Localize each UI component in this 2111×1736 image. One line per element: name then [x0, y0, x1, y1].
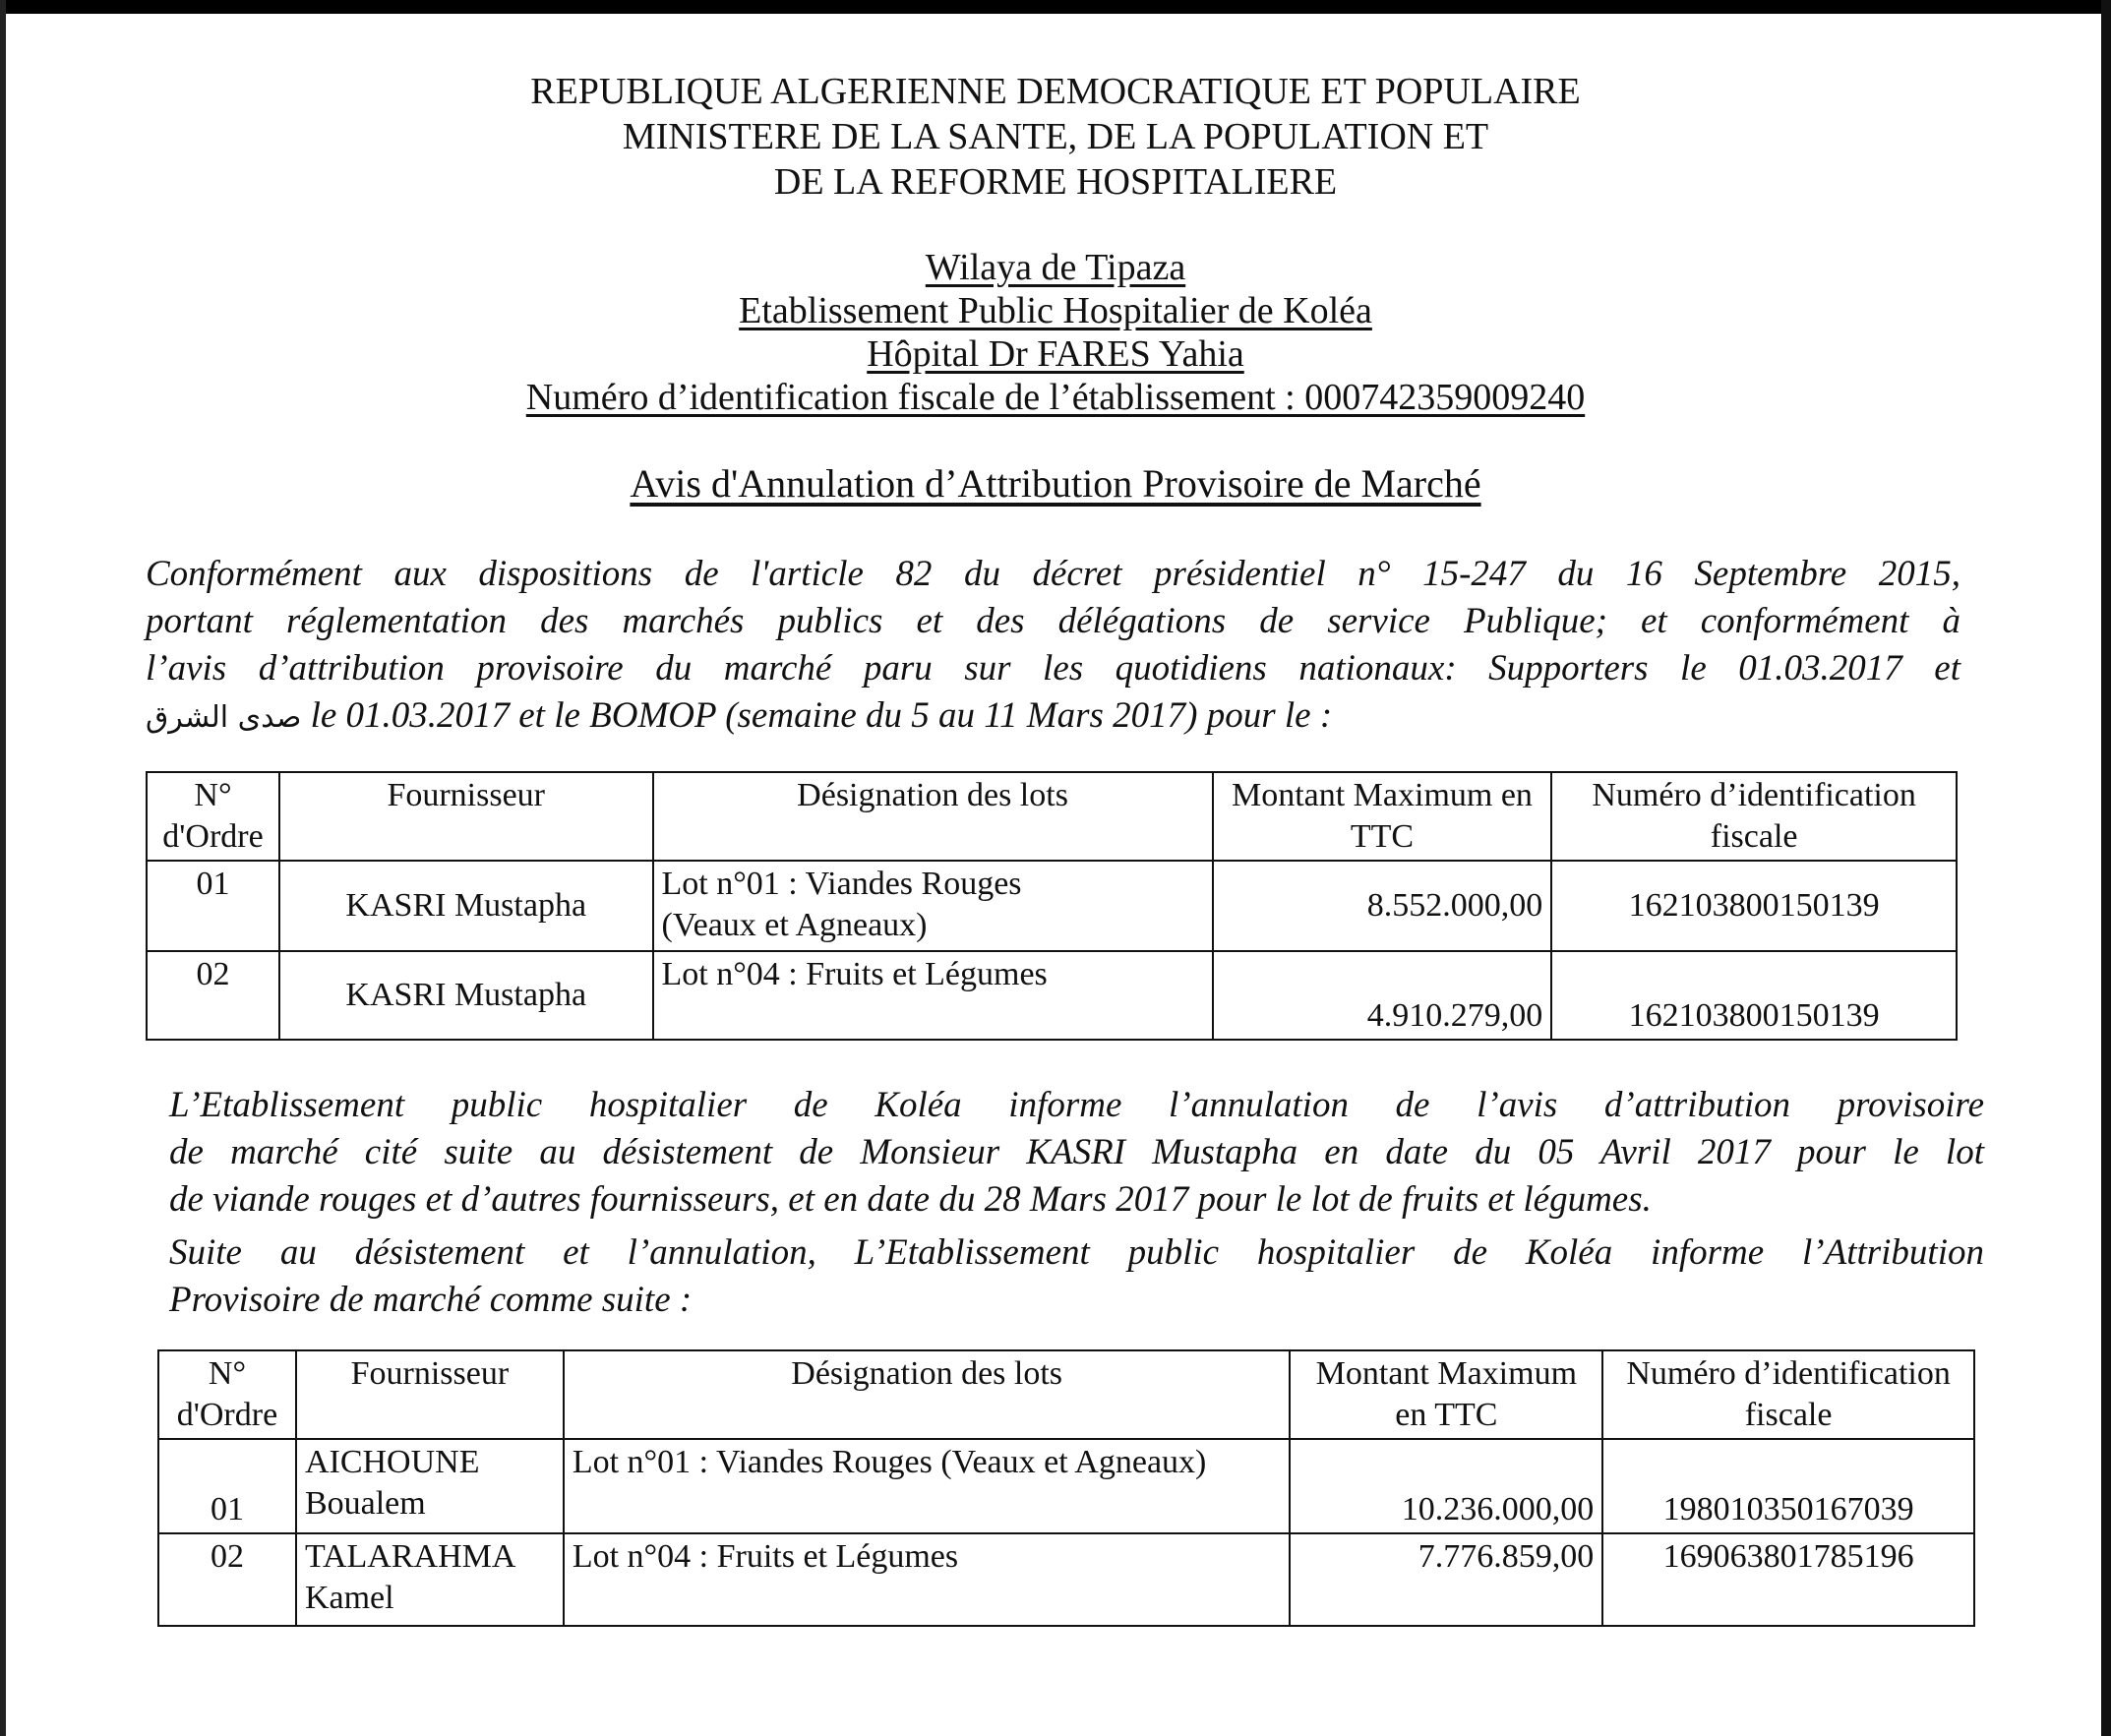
- supplier-line: AICHOUNE: [304, 1444, 480, 1480]
- cell-designation: Lot n°01 : Viandes Rouges (Veaux et Agneaux): [564, 1439, 1291, 1533]
- cell-order: 01: [158, 1439, 296, 1533]
- table-row: [158, 1439, 1974, 1533]
- header-designation: Désignation des lots: [564, 1350, 1291, 1439]
- cell-amount: 4.910.279,00: [1213, 951, 1552, 1040]
- cell-nif: 162103800150139: [1551, 951, 1957, 1040]
- header-designation: Désignation des lots: [653, 772, 1213, 861]
- designation-line: Lot n°01 : Viandes Rouges: [661, 866, 1022, 902]
- header-order: N° d'Ordre: [158, 1350, 296, 1439]
- cell-order: 01: [147, 861, 279, 951]
- establishment-name: Etablissement Public Hospitalier de Koléa: [739, 290, 1372, 331]
- paragraph-new-attribution-line: Provisoire de marché comme suite :: [169, 1280, 693, 1320]
- table-header-row: [147, 772, 1957, 861]
- paragraph-cancellation-line: L’Etablissement public hospitalier de Koléa informe l’annulation de l’avis d’attribution provisoire: [169, 1085, 1984, 1125]
- cell-designation: [653, 951, 1213, 1040]
- header-order: N° d'Ordre: [147, 772, 279, 861]
- paragraph-cancellation-line: de marché cité suite au désistement de Monsieur KASRI Mustapha en date du 05 Avril 2017 pour le lot: [169, 1132, 1984, 1172]
- arabic-newspaper-name: صدى الشرق: [146, 700, 302, 735]
- supplier-line: Kamel: [304, 1580, 394, 1616]
- header-republic: REPUBLIQUE ALGERIENNE DEMOCRATIQUE ET POPULAIRE: [530, 71, 1581, 112]
- wilaya-line: Wilaya de Tipaza: [925, 247, 1186, 288]
- header-nif: Numéro d’identification fiscale: [1602, 1350, 1974, 1439]
- cell-order: 02: [158, 1533, 296, 1626]
- cell-amount: 10.236.000,00: [1290, 1439, 1602, 1533]
- cell-nif: 198010350167039: [1602, 1439, 1974, 1533]
- header-supplier: Fournisseur: [279, 772, 653, 861]
- header-ministry-cont: DE LA REFORME HOSPITALIERE: [773, 161, 1338, 203]
- table-row: [158, 1533, 1974, 1626]
- table-header-row: [158, 1350, 1974, 1439]
- cell-amount: 8.552.000,00: [1213, 861, 1552, 951]
- new-attribution-table: [157, 1349, 1975, 1627]
- hospital-name: Hôpital Dr FARES Yahia: [867, 333, 1244, 375]
- paragraph-new-attribution: [169, 1229, 1984, 1324]
- header-amount: Montant Maximum en TTC: [1290, 1350, 1602, 1439]
- paragraph-intro: [146, 551, 1960, 742]
- header-nif: Numéro d’identification fiscale: [1551, 772, 1957, 861]
- cell-supplier: [296, 1439, 564, 1533]
- designation-line: Lot n°04 : Fruits et Légumes: [661, 956, 1048, 992]
- cell-supplier: KASRI Mustapha: [279, 861, 653, 951]
- cell-supplier: KASRI Mustapha: [279, 951, 653, 1040]
- supplier-line: TALARAHMA: [304, 1538, 516, 1575]
- paragraph-intro-line-end: le 01.03.2017 et le BOMOP (semaine du 5 au 11 Mars 2017) pour le :: [301, 695, 1333, 736]
- header-supplier: Fournisseur: [296, 1350, 564, 1439]
- paragraph-intro-line: [146, 692, 1960, 742]
- cell-nif: 169063801785196: [1602, 1533, 1974, 1626]
- notice-title: Avis d'Annulation d’Attribution Provisoire de Marché: [630, 461, 1481, 506]
- scan-edge-top: [0, 0, 2111, 14]
- cell-supplier: [296, 1533, 564, 1626]
- paragraph-cancellation-line: de viande rouges et d’autres fournisseurs, et en date du 28 Mars 2017 pour le lot de fruits et légumes.: [169, 1179, 1652, 1220]
- paragraph-intro-line: l’avis d’attribution provisoire du marché paru sur les quotidiens nationaux: Supporters le 01.03.2017 et: [146, 648, 1960, 688]
- cell-order: 02: [147, 951, 279, 1040]
- cell-nif: 162103800150139: [1551, 861, 1957, 951]
- header-amount: Montant Maximum en TTC: [1213, 772, 1552, 861]
- cell-designation: Lot n°04 : Fruits et Légumes: [564, 1533, 1291, 1626]
- paragraph-intro-line: portant réglementation des marchés publics et des délégations de service Publique; et conformément à: [146, 601, 1960, 641]
- supplier-line: Boualem: [304, 1485, 426, 1522]
- original-attribution-table: [146, 771, 1958, 1041]
- paragraph-intro-line: Conformément aux dispositions de l'article 82 du décret présidentiel n° 15-247 du 16 Septembre 2015,: [146, 554, 1960, 594]
- cell-amount: 7.776.859,00: [1290, 1533, 1602, 1626]
- paragraph-new-attribution-line: Suite au désistement et l’annulation, L’Etablissement public hospitalier de Koléa informe l’Attribution: [169, 1232, 1984, 1273]
- cell-designation: [653, 861, 1213, 951]
- designation-line: (Veaux et Agneaux): [661, 907, 928, 943]
- paragraph-cancellation: [169, 1082, 1984, 1224]
- table-row: [147, 951, 1957, 1040]
- document-header: [0, 69, 2111, 205]
- table-row: [147, 861, 1957, 951]
- establishment-nif: Numéro d’identification fiscale de l’établissement : 000742359009240: [525, 377, 1586, 418]
- header-ministry: MINISTERE DE LA SANTE, DE LA POPULATION ET: [622, 116, 1489, 157]
